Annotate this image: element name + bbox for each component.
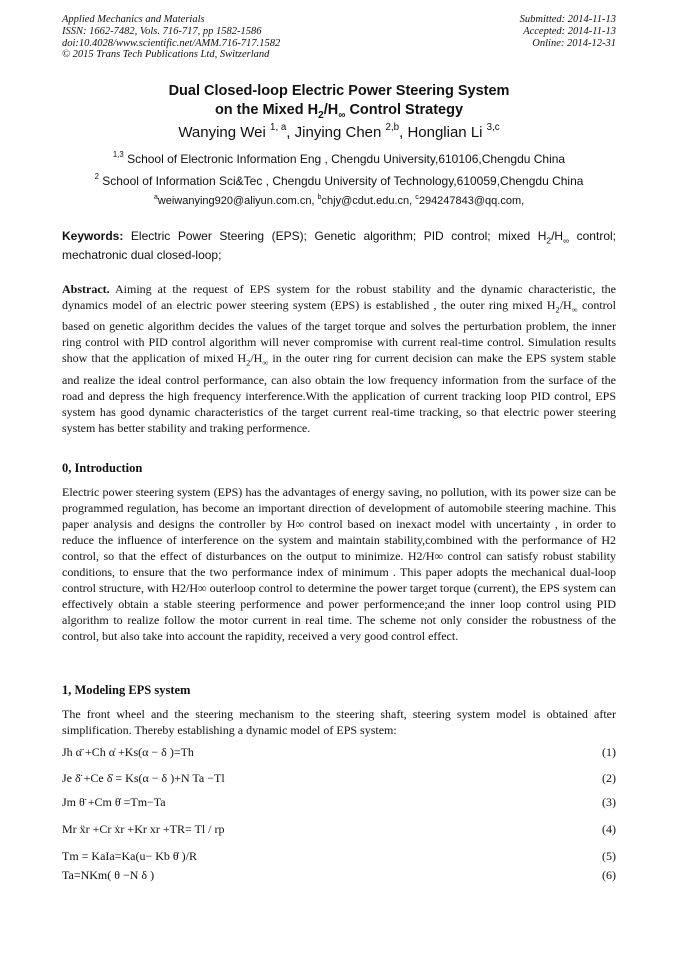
journal-doi: doi:10.4028/www.scientific.net/AMM.716-717.1582 bbox=[62, 37, 281, 49]
affiliation-2: $^2$ School of Information Sci&Tec , Chengdu University of Technology,610059,Chengdu China bbox=[94, 172, 584, 188]
keywords-label: Keywords: bbox=[62, 229, 124, 243]
journal-name: Applied Mechanics and Materials bbox=[62, 14, 205, 25]
equation-number: (2) bbox=[602, 771, 616, 785]
equation-6: Ta=NKm( θ −N δ ) (6) bbox=[62, 868, 616, 882]
title-line-1: Dual Closed-loop Electric Power Steering System bbox=[168, 83, 510, 99]
abstract-label: Abstract. bbox=[62, 282, 110, 296]
paper-title bbox=[0, 82, 678, 125]
online-date: Online: 2014-12-31 bbox=[532, 37, 616, 49]
equation-number: (1) bbox=[602, 745, 616, 759]
equation-number: (4) bbox=[602, 822, 616, 836]
modeling-text: The front wheel and the steering mechanism to the steering shaft, steering system model is obtained after simplification. Thereby establishing a dynamic model of EPS system: bbox=[62, 707, 616, 737]
journal-issn: ISSN: 1662-7482, Vols. 716-717, pp 1582-1586 bbox=[62, 25, 262, 37]
submission-dates bbox=[520, 14, 616, 49]
journal-info bbox=[62, 14, 280, 61]
title-line-2: on the Mixed $H_2/H_\infty$ Control Strategy bbox=[214, 102, 464, 121]
equation-4: Mr ẍr +Cr ẋr +Kr xr +TR= Tl / rp (4) bbox=[62, 822, 616, 836]
keywords: Keywords: Electric Power Steering (EPS); Genetic algorithm; PID control; mixed $H_2/H_\infty$ control; mechatronic dual closed-loop; bbox=[62, 229, 616, 263]
equation-2: Je δ̈ +Ce δ̇ = Ks(α − δ )+N Ta −Tl (2) bbox=[62, 771, 616, 785]
equation-5: Tm = KaIa=Ka(u− Kb θ̇ )/R (5) bbox=[62, 849, 616, 863]
journal-copyright: © 2015 Trans Tech Publications Ltd, Switzerland bbox=[62, 49, 270, 61]
equation-3: Jm θ̈ +Cm θ̇ =Tm−Ta (3) bbox=[62, 795, 616, 809]
author-name: Wanying Wei bbox=[178, 124, 266, 141]
submitted-date: Submitted: 2014-11-13 bbox=[519, 14, 616, 25]
author-name: Honglian Li bbox=[407, 124, 483, 141]
author-name: Jinying Chen bbox=[294, 124, 382, 141]
accepted-date: Accepted: 2014-11-13 bbox=[523, 25, 616, 37]
equation-1: Jh α̈ +Ch α̇ +Ks(α − δ )=Th (1) bbox=[62, 745, 616, 759]
section-heading-modeling: 1, Modeling EPS system bbox=[62, 683, 191, 697]
affiliation-1: $^{1,3}$ School of Electronic Information Eng , Chengdu University,610106,Chengdu China bbox=[112, 150, 566, 166]
equation-number: (3) bbox=[602, 795, 616, 809]
equation-number: (6) bbox=[602, 868, 616, 882]
author-list: Wanying Wei $^{1, a}$, Jinying Chen $^{2,b}$, Honglian Li $^{3,c}$ bbox=[178, 121, 500, 141]
author-emails: $^a$weiwanying920@aliyun.com.cn, $^b$chjy@cdut.edu.cn, $^c$294247843@qq.com, bbox=[153, 193, 525, 207]
abstract: Abstract. Aiming at the request of EPS system for the robust stability and the dynamic characteristic, the dynamics model of an electric power steering system (EPS) is established , the outer ring mixed $H_2/H_\infty$ control based on genetic algorithm decides the values of the target torque and solves the perturbation problem, the inner ring control with PID control algorithm will never compromise with current real-time control. Simulation results show that the application of mixed $H_2/H_\infty$ in the outer ring for current decision can make the EPS system stable and realize the ideal control performance, can also obtain the low frequency information from the surface of the road and depress the high frequency interference.With the application of current tracking loop PID control, EPS system has good dynamic characteristics of the target current real-time tracking, so that electric power steering system has better stability and traking performence. bbox=[62, 282, 616, 435]
introduction-text: Electric power steering system (EPS) has the advantages of energy saving, no pollution, with its power size can be programmed regulation, has become an important direction of development of automobile steering machine. This paper analysis and designs the controller by H∞ control based on inexact model with uncertainty , in order to reduce the influence of interference on the system and maintain stability,combined with the performance of H2 control, so that the effect of disturbances on the output to minimize. H2/H∞ control can satisfy robust stability conditions, to ensure that the two performance index of minimum . This paper adopts the mechanical dual-loop control structure, with H2/H∞ outerloop control to determine the power target torque (current), the EPS system can effectively obtain a stable steering performence and power performence;and the inner loop control using PID algorithm to realize follow the motor current in real time. The scheme not only consider the robustness of the control, but also take into account the rapidity, received a very good control effect. bbox=[62, 485, 616, 643]
section-heading-introduction: 0, Introduction bbox=[62, 461, 143, 475]
equation-number: (5) bbox=[602, 849, 616, 863]
